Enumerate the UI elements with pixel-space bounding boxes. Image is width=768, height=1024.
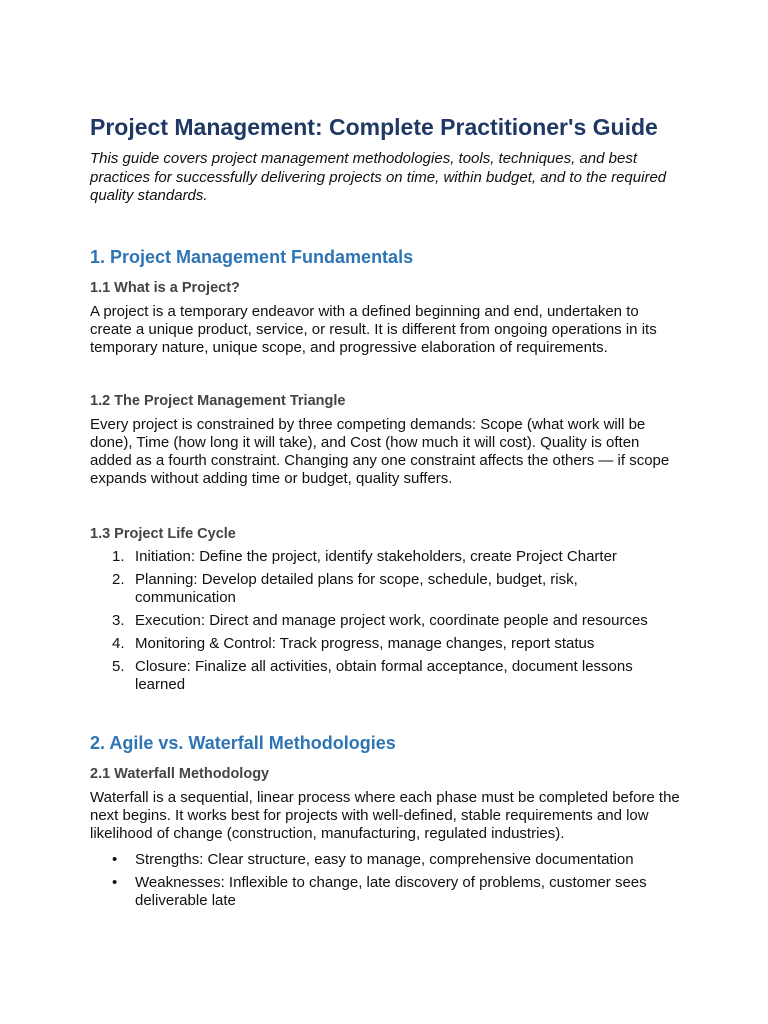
list-item-number: 1.	[112, 547, 125, 565]
bullet-icon: •	[112, 850, 118, 868]
list-item-number: 3.	[112, 611, 125, 629]
paragraph-what-is-project: A project is a temporary endeavor with a defined beginning and end, undertaken to create a unique product, service, or result. It is different from ongoing operations in its temporary nature, unique scope, and progressive elaboration of requirements.	[90, 302, 657, 356]
list-item	[90, 571, 675, 607]
bullet-icon: •	[112, 873, 118, 891]
list-item	[90, 874, 675, 910]
section-heading-agile-waterfall: 2. Agile vs. Waterfall Methodologies	[90, 732, 396, 753]
list-item	[90, 635, 675, 653]
subsection-heading-life-cycle: 1.3 Project Life Cycle	[90, 525, 236, 542]
list-item-text: Planning: Develop detailed plans for scope, schedule, budget, risk, communication	[135, 570, 578, 606]
list-item-number: 5.	[112, 657, 125, 675]
list-item	[90, 851, 675, 869]
list-item	[90, 658, 675, 694]
subsection-heading-waterfall: 2.1 Waterfall Methodology	[90, 765, 270, 782]
section-heading-fundamentals: 1. Project Management Fundamentals	[90, 246, 414, 267]
life-cycle-list	[90, 548, 690, 694]
subsection-heading-triangle: 1.2 The Project Management Triangle	[90, 392, 346, 409]
list-item-text: Execution: Direct and manage project work, coordinate people and resources	[135, 611, 648, 629]
document-page	[90, 112, 690, 910]
list-item-text: Initiation: Define the project, identify stakeholders, create Project Charter	[135, 547, 617, 565]
list-item	[90, 548, 675, 566]
list-item-text: Monitoring & Control: Track progress, manage changes, report status	[135, 634, 595, 652]
list-item-text: Strengths: Clear structure, easy to manage, comprehensive documentation	[135, 850, 634, 868]
list-item-number: 2.	[112, 570, 125, 588]
paragraph-waterfall: Waterfall is a sequential, linear process where each phase must be completed before the next begins. It works best for projects with well-defined, stable requirements and low likelihood of change (construction, manufacturing, regulated industries).	[90, 788, 680, 842]
list-item	[90, 612, 675, 630]
paragraph-triangle: Every project is constrained by three competing demands: Scope (what work will be done), Time (how long it will take), and Cost (how much it will cost). Quality is often added as a fourth constraint. Changing any one constraint affects the others — if scope expands without adding time or budget, quality suffers.	[90, 415, 670, 487]
subsection-heading-what-is-project: 1.1 What is a Project?	[90, 279, 240, 296]
intro-paragraph: This guide covers project management methodologies, tools, techniques, and best practices for successfully delivering projects on time, within budget, and to the required quality standards.	[90, 150, 667, 204]
list-item-text: Weaknesses: Inflexible to change, late discovery of problems, customer sees deliverable late	[135, 873, 647, 909]
list-item-number: 4.	[112, 634, 125, 652]
list-item-text: Closure: Finalize all activities, obtain formal acceptance, document lessons learned	[135, 657, 633, 693]
waterfall-bullet-list	[90, 851, 690, 910]
document-title: Project Management: Complete Practitioner's Guide	[90, 114, 658, 140]
